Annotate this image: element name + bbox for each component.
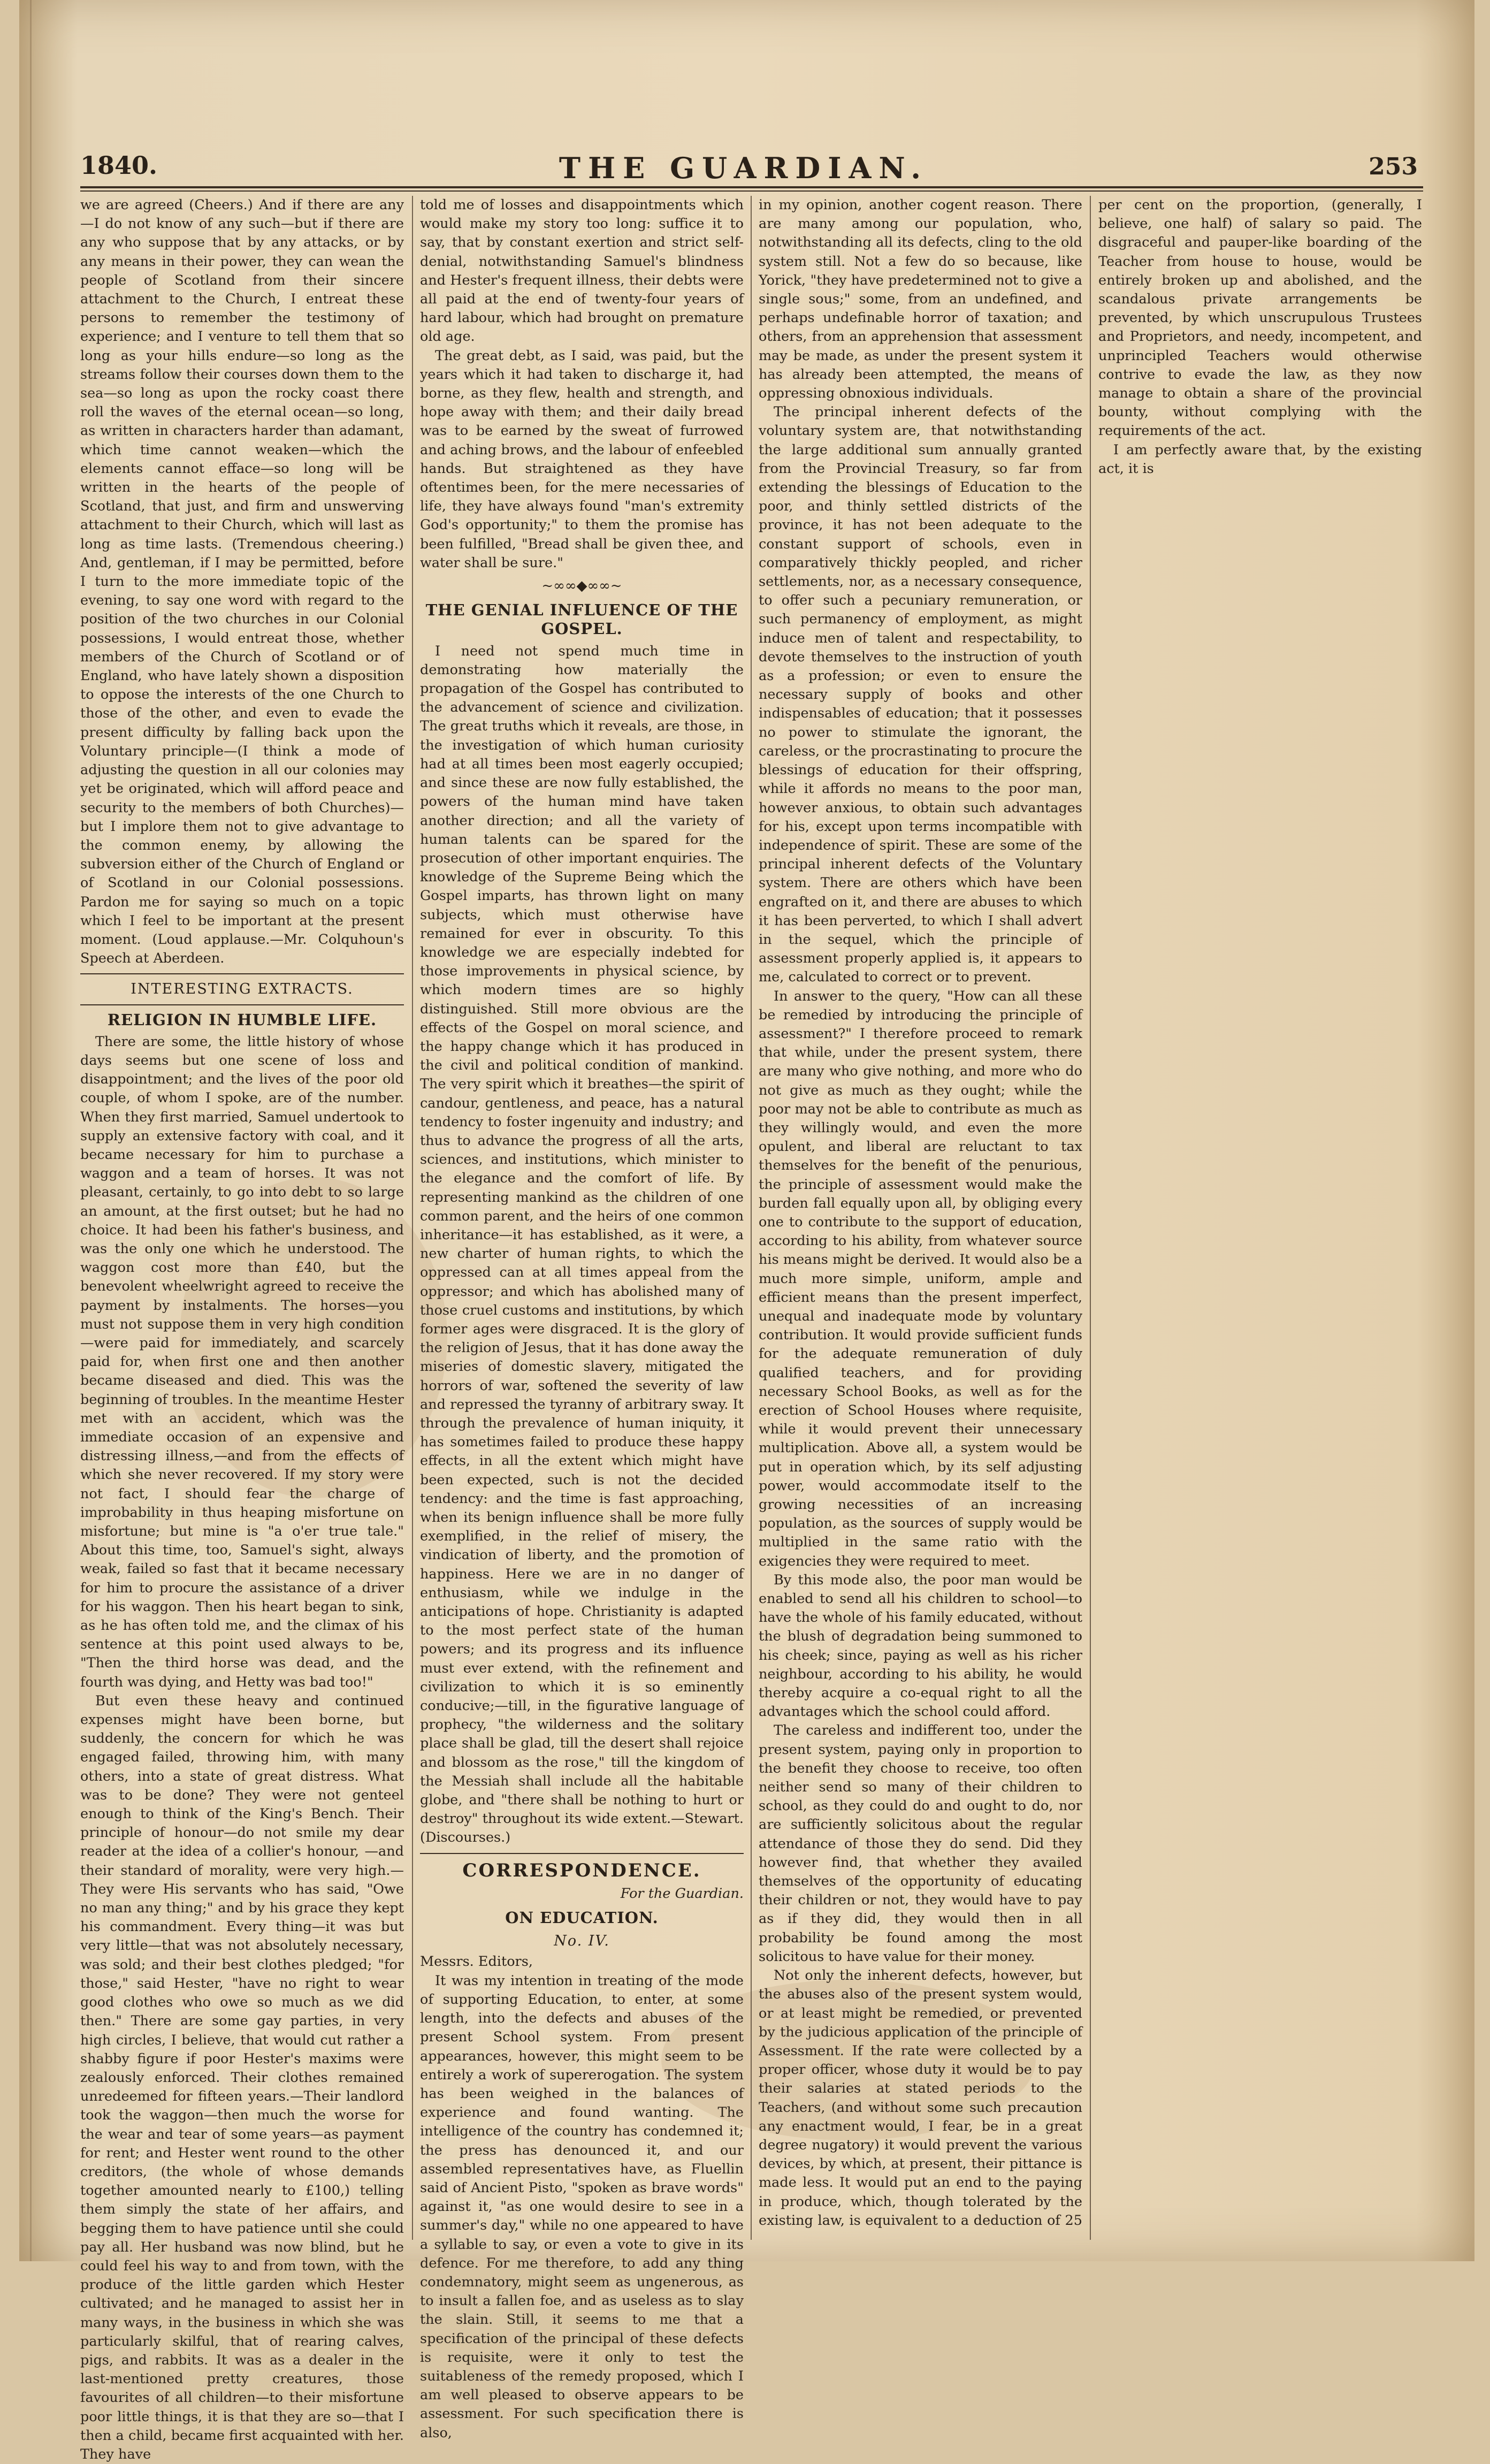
letter-number: No. IV. [554,1933,610,1950]
article-paragraph: told me of losses and disappointments which would make my story too long: suffice it to say, that by constant exertion and strict self-denial, notwithstanding Samuel's blindness and Hester's frequent illness, their debts were all paid at the end of twenty-four years of hard labour, which had brought on premature old age. [420,197,744,345]
article-paragraph: By this mode also, the poor man would be enabled to send all his children to school—to have the whole of his family educated, without the blush of degradation being summoned to his cheek; since, paying as well as his richer neighbour, according to his ability, he would thereby acquire a co-equal right to all the advantages which the school could afford. [759,1572,1082,1720]
article-paragraph: The great debt, as I said, was paid, but the years which it had taken to discharge it, had borne, as they flew, health and strength, and hope away with them; and their daily bread was to be earned by the sweat of furrowed and aching brows, and the labour of enfeebled hands. But straightened as they have oftentimes been, for the mere necessaries of life, they have always found "man's extremity God's opportunity;" to them the promise has been fulfilled, "Bread shall be given thee, and water shall be sure." [420,347,744,571]
letter-salutation: Messrs. Editors, [420,1954,533,1970]
page-header [70,140,1418,183]
speech-paragraph: we are agreed (Cheers.) And if there are any—I do not know of any such—but if there are any who suppose that by any attacks, or by any means in their power, they can wean the people of Scotland from their sincere attachment to the Church, I entreat these persons to remember the testimony of experience; and I venture to tell them that so long as your hills endure—so long as the streams follow their courses down them to the sea—so long as upon the rocky coast there roll the waves of the eternal ocean—so long, as written in characters harder than adamant, which time cannot weaken—which the elements cannot efface—so long will be written in the hearts of the people of Scotland, that just, and firm and unswerving attachment to their Church, which will last as long as time lasts. (Tremendous cheering.) And, gentleman, if I may be permitted, before I turn to the more immediate topic of the evening, to say one word with regard to the position of the two churches in our Colonial possessions, I would entreat those, whether members of the Church of Scotland or of England, who have lately shown a disposition to oppose the interests of the one Church to those of the other, and even to evade the present difficulty by falling back upon the Voluntary principle—(I think a mode of adjusting the question in all our colonies may yet be originated, which will afford peace and security to the members of both Churches)—but I implore them not to give advantage to the common enemy, by allowing the subversion either of the Church of England or of Scotland in our Colonial possessions. Pardon me for saying so much on a topic which I feel to be important at the present moment. (Loud applause.—Mr. Colquhoun's Speech at Aberdeen. [80,197,404,967]
page-number: 253 [1369,153,1418,180]
column-3 [759,196,1422,2240]
article-paragraph: I need not spend much time in demonstrating how materially the propagation of the Gospel has contributed to the advancement of science and civilization. The great truths which it reveals, are those, in the investigation of which human curiosity had at all times been most eagerly occupied; and since these are now fully established, the powers of the human mind have taken another direction; and all the variety of human talents can be spared for the prosecution of other important enquiries. The knowledge of the Supreme Being which the Gospel imparts, has thrown light on many subjects, which must otherwise have remained for ever in obscurity. To this knowledge we are especially indebted for those improvements in physical science, by which modern times are so highly distinguished. Still more obvious are the effects of the Gospel on moral science, and the happy change which it has produced in the civil and political condition of mankind. The very spirit which it breathes—the spirit of candour, gentleness, and peace, has a natural tendency to foster ingenuity and industry; and thus to advance the progress of all the arts, sciences, and institutions, which minister to the elegance and the comfort of life. By representing mankind as the children of one common parent, and the heirs of one common inheritance—it has established, as it were, a new charter of human rights, to which the oppressed can at all times appeal from the oppressor; and which has abolished many of those cruel customs and institutions, by which former ages were disgraced. It is the glory of the religion of Jesus, that it has done away the miseries of domestic slavery, mitigated the horrors of war, softened the severity of law and repressed the tyranny of arbitrary sway. It through the prevalence of human iniquity, it has sometimes failed to produce these happy effects, in all the extent which might have been expected, such is not the decided tendency: and the time is fast approaching, when its benign influence shall be more fully exemplified, in the relief of misery, the vindication of liberty, and the promotion of happiness. Here we are in no danger of enthusiasm, while we indulge in the anticipations of hope. Christianity is adapted to the most perfect state of the human powers; and its progress and its influence must ever extend, with the refinement and civilization to which it is so eminently conducive;—till, in the figurative language of prophecy, "the wilderness and the solitary place shall be glad, till the desert shall rejoice and blossom as the rose," till the kingdom of the Messiah shall include all the habitable globe, and "there shall be nothing to hurt or destroy" throughout its wide extent.—Stewart. (Discourses.) [420,643,744,1846]
section-heading: INTERESTING EXTRACTS. [131,981,354,998]
ornament: ~∞∞◆∞∞~ [541,578,622,594]
binding-gutter [30,0,32,2261]
masthead: THE GUARDIAN. [559,151,929,185]
section-rule [80,1004,404,1005]
for-the-guardian: For the Guardian. [620,1885,744,1902]
header-rule [80,186,1423,188]
column-1 [80,196,404,2462]
article-paragraph: The careless and indifferent too, under the present system, paying only in proportion to the benefit they choose to receive, too often neither send so many of their children to school, as they could do and ought to do, nor are sufficiently solicitous about the regular attendance of those they do send. Did they however find, that whether they availed themselves of the opportunity of educating their children or not, they would have to pay as if they did, they would then in all probability be found among the most solicitous to have value for their money. [759,1722,1082,1965]
column-divider [412,196,413,2240]
article-paragraph: in my opinion, another cogent reason. There are many among our population, who, notwithstanding all its defects, cling to the old system still. Not a few do so because, like Yorick, "they have predetermined not to give a single sous;" some, from an undefined, and perhaps undefinable horror of taxation; and others, from an apprehension that assessment may be made, as under the present system it has already been attempted, the means of oppressing obnoxious individuals. [759,197,1082,402]
header-rule [80,190,1423,192]
article-title: ON EDUCATION. [505,1909,659,1927]
section-rule [420,1853,744,1854]
section-rule [80,973,404,974]
article-paragraph: Not only the inherent defects, however, but the abuses also of the present system would, or at least might be remedied, or prevented by the judicious application of the principle of Assessment. If the rate were collected by a proper officer, whose duty it would be to pay their salaries at stated periods to the Teachers, (and without some such precaution any enactment would, I fear, be in a great degree nugatory) it would prevent the various devices, by which, at present, their pittance is made less. It would put an end to the paying in produce, which, though tolerated by the existing law, is equivalent to a deduction of 25 per cent on the proportion, (generally, I believe, one half) of salary so paid. The disgraceful and pauper-like boarding of the Teacher from house to house, would be entirely broken up and abolished, and the scandalous private arrangements be prevented, by which unscrupulous Trustees and Proprietors, and needy, incompetent, and unprincipled Teachers would otherwise contrive to evade the law, as they now manage to obtain a share of the provincial bounty, without complying with the requirements of the act. [759,197,1422,2229]
article-title: RELIGION IN HUMBLE LIFE. [107,1010,377,1029]
article-paragraph: But even these heavy and continued expenses might have been borne, but suddenly, the concern for which he was engaged failed, throwing him, with many others, into a state of great distress. What was to be done? They were not genteel enough to think of the King's Bench. Their principle of honour—do not smile my dear reader at the idea of a collier's honour, —and their standard of morality, were very high.—They were His servants who has said, "Owe no man any thing;" and by his grace they kept his commandment. Every thing—it was but very little—that was not absolutely necessary, was sold; and their best clothes pledged; "for those," said Hester, "have no right to wear good clothes who owe so much as we did then." There are some gay parties, in very high circles, I believe, that would cut rather a shabby figure if poor Hester's maxims were zealously enforced. Their clothes remained unredeemed for fifteen years.—Their landlord took the waggon—then much the worse for the wear and tear of some years—as payment for rent; and Hester went round to the other creditors, (the whole of whose demands together amounted nearly to £100,) telling them simply the state of her affairs, and begging them to have patience until she could pay all. Her husband was now blind, but he could feel his way to and from town, with the produce of the little garden which Hester cultivated; and he managed to assist her in many ways, in the business in which she was particularly skilful, that of rearing calves, pigs, and rabbits. It was as a dealer in the last-mentioned pretty creatures, those favourites of all children—to their misfortune poor little things, it is that they are so—that I then a child, became first acquainted with her. They have [80,1692,404,2462]
column-divider [751,196,752,2240]
article-paragraph: It was my intention in treating of the mode of supporting Education, to enter, at some length, into the defects and abuses of the present School system. From present appearances, however, this might seem to be entirely a work of supererogation. The system has been weighed in the balances of experience and found wanting. The intelligence of the country has condemned it; the press has denounced it, and our assembled representatives have, as Fluellin said of Ancient Pisto, "spoken as brave words" against it, "as one would desire to see in a summer's day," while no one appeared to have a syllable to say, or even a vote to give in its defence. For me therefore, to add any thing condemnatory, might seem as ungenerous, as to insult a fallen foe, and as useless as to slay the slain. Still, it seems to me that a specification of the principal of these defects is requisite, were it only to test the suitableness of the remedy proposed, which I am well pleased to observe appears to be assessment. For such specification there is also, [420,1972,744,2441]
column-2 [420,196,744,2441]
correspondence-heading: CORRESPONDENCE. [462,1859,701,1881]
article-paragraph: The principal inherent defects of the voluntary system are, that notwithstanding the large additional sum annually granted from the Provincial Treasury, so far from extending the blessings of Education to the poor, and thinly settled districts of the province, it has not been adequate to the constant support of schools, even in comparatively thickly peopled, and richer settlements, nor, as a necessary consequence, to offer such a pecuniary remuneration, or such permanency of employment, as might induce men of talent and respectability, to devote themselves to the instruction of youth as a profession; or even to ensure the necessary supply of books and other indispensables of education; that it possesses no power to stimulate the ignorant, the careless, or the procrastinating to procure the blessings of education for their offspring, while it affords no means to the poor man, however anxious, to obtain such advantages for his, except upon terms incompatible with independence of spirit. These are some of the principal inherent defects of the Voluntary system. There are others which have been engrafted on it, and there are abuses to which it has been perverted, to which I shall advert in the sequel, which the principle of assessment properly applied is, it appears to me, calculated to correct or to prevent. [759,404,1082,986]
article-paragraph: I am perfectly aware that, by the existing act, it is [1098,441,1422,477]
article-title: THE GENIAL INFLUENCE OF THE GOSPEL. [425,601,738,638]
article-paragraph: There are some, the little history of whose days seems but one scene of loss and disappointment; and the lives of the poor old couple, of whom I spoke, are of the number. When they first married, Samuel undertook to supply an extensive factory with coal, and it became necessary for him to purchase a waggon and a team of horses. It was not pleasant, certainly, to go into debt to so large an amount, at the first outset; but he had no choice. It had been his father's business, and was the only one which he understood. The waggon cost more than £40, but the benevolent wheelwright agreed to receive the payment by instalments. The horses—you must not suppose them in very high condition—were paid for immediately, and scarcely paid for, when first one and then another became diseased and died. This was the beginning of troubles. In the meantime Hester met with an accident, which was the immediate occasion of an expensive and distressing illness,—and from the effects of which she never recovered. If my story were not fact, I should fear the charge of improbability in thus heaping misfortune on misfortune; but mine is "a o'er true tale." About this time, too, Samuel's sight, always weak, failed so fast that it became necessary for him to procure the assistance of a driver for his waggon. Then his heart began to sink, as he has often told me, and the climax of his sentence at this point used always to be, "Then the third horse was dead, and the fourth was dying, and Hetty was bad too!" [80,1033,404,1690]
page-year: 1840. [80,151,158,180]
article-paragraph: In answer to the query, "How can all these be remedied by introducing the principle of assessment?" I therefore proceed to remark that while, under the present system, there are many who give nothing, and more who do not give as much as they ought; while the poor may not be able to contribute as much as they willingly would, and even the more opulent, and liberal are reluctant to tax themselves for the benefit of the penurious, the principle of assessment would make the burden fall equally upon all, by obliging every one to contribute to the support of education, according to his ability, from whatever source his means might be derived. It would also be a much more simple, uniform, ample and efficient means than the present imperfect, unequal and inadequate mode by voluntary contribution. It would provide sufficient funds for the adequate remuneration of duly qualified teachers, and for providing necessary School Books, as well as for the erection of School Houses where requisite, while it would prevent their unnecessary multiplication. Above all, a system would be put in operation which, by its self adjusting power, would accommodate itself to the growing necessities of an increasing population, as the sources of supply would be multiplied in the same ratio with the exigencies they were required to meet. [759,988,1082,1569]
